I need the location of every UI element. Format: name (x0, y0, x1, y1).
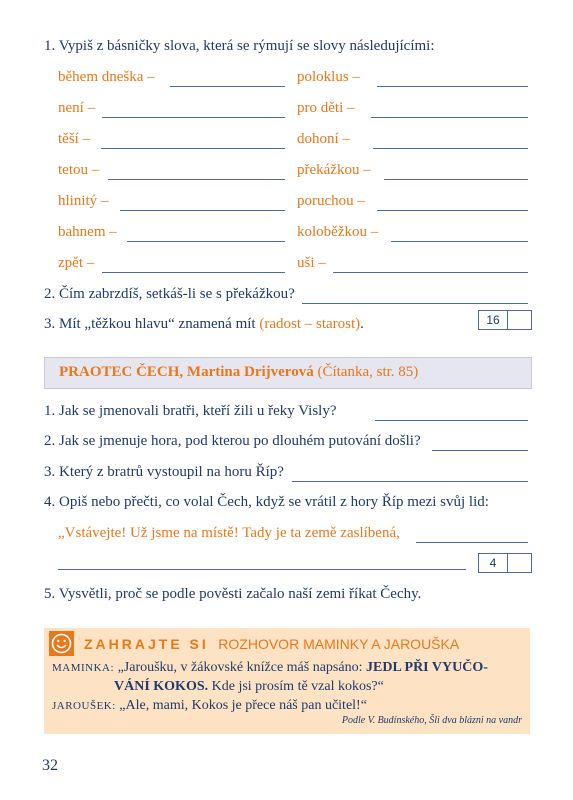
line1a: „Jaroušku, v žákovské knížce máš napsáno: (117, 660, 366, 675)
rhyme-right-4: překážkou – (297, 162, 371, 178)
source-credit: Podle V. Budínského, Šli dva blázni na vandr (341, 715, 522, 726)
banner-title: PRAOTEC ČECH, Martina Drijverová (59, 364, 314, 380)
answer-line[interactable] (371, 117, 528, 118)
score-max: 4 (479, 554, 508, 572)
answer-line[interactable] (292, 481, 528, 482)
answer-line[interactable] (120, 210, 285, 211)
answer-line[interactable] (432, 450, 528, 451)
speaker-mother: MAMINKA: (52, 662, 115, 674)
answer-line[interactable] (377, 86, 528, 87)
rhyme-left-5: hlinitý – (58, 193, 109, 209)
banner-text (59, 364, 418, 381)
rhyme-left-6: bahnem – (58, 224, 117, 240)
roleplay-heading (84, 636, 459, 654)
question-5: 5. Vysvětli, proč se podle pověsti začalo naší zemi říkat Čechy. (44, 586, 422, 602)
dialogue-line-1 (52, 660, 488, 676)
exercise2-prompt: 2. Čím zabrzdíš, setkáš-li se s překážkou? (44, 286, 295, 302)
answer-line[interactable] (302, 303, 528, 304)
rhyme-right-5: poruchou – (297, 193, 365, 209)
answer-line[interactable] (384, 179, 528, 180)
rhyme-left-4: tetou – (58, 162, 100, 178)
answer-line[interactable] (375, 420, 528, 421)
heading-spaced: ZAHRAJTE SI (84, 636, 209, 652)
exercise3-end: . (360, 316, 364, 332)
rhyme-right-1: poloklus – (297, 69, 360, 85)
score-box (478, 553, 532, 573)
answer-line[interactable] (416, 542, 528, 543)
rhyme-right-7: uši – (297, 255, 326, 271)
question-4: 4. Opiš nebo přečti, co volal Čech, když se vrátil z hory Říp mezi svůj lid: (44, 494, 489, 510)
exercise3-prompt (44, 316, 364, 333)
quote-text: „Vstávejte! Už jsme na místě! Tady je ta země zaslíbená, (58, 525, 400, 541)
roleplay-box (44, 628, 530, 734)
answer-line[interactable] (127, 241, 285, 242)
answer-line[interactable] (170, 86, 285, 87)
line1b: JEDL PŘI VYUČO- (366, 660, 488, 675)
score-box (478, 310, 532, 330)
answer-line[interactable] (373, 148, 528, 149)
line3: „Ale, mami, Kokos je přece náš pan učitel!“ (119, 698, 367, 713)
answer-line[interactable] (101, 148, 285, 149)
answer-line[interactable] (333, 272, 528, 273)
rhyme-left-2: není – (58, 100, 96, 116)
smiley-icon (49, 631, 74, 656)
rhyme-right-2: pro děti – (297, 100, 355, 116)
answer-line[interactable] (391, 241, 528, 242)
line2b: Kde jsi prosím tě vzal kokos?“ (208, 679, 384, 694)
reading-banner (44, 357, 532, 389)
banner-source: (Čítanka, str. 85) (317, 364, 419, 380)
dialogue-line-2 (114, 679, 384, 695)
rhyme-left-7: zpět – (58, 255, 95, 271)
answer-line[interactable] (108, 179, 285, 180)
answer-line[interactable] (102, 272, 285, 273)
rhyme-left-3: těší – (58, 131, 91, 147)
exercise1-prompt: 1. Vypiš z básničky slova, která se rýmují se slovy následujícími: (44, 38, 435, 54)
score-max: 16 (479, 311, 508, 329)
exercise3-choices[interactable]: (radost – starost) (259, 316, 361, 332)
question-1: 1. Jak se jmenovali bratři, kteří žili u řeky Visly? (44, 403, 337, 419)
question-2: 2. Jak se jmenuje hora, pod kterou po dlouhém putování došli? (44, 433, 421, 449)
rhyme-left-1: během dneška – (58, 69, 155, 85)
rhyme-right-3: dohoní – (297, 131, 350, 147)
heading-rest: ROZHOVOR MAMINKY A JAROUŠKA (218, 636, 460, 652)
speaker-son: JAROUŠEK: (52, 700, 116, 712)
page-number: 32 (42, 757, 58, 774)
line2a: VÁNÍ KOKOS. (114, 679, 209, 694)
answer-line[interactable] (377, 210, 528, 211)
question-3: 3. Který z bratrů vystoupil na horu Říp? (44, 464, 284, 480)
answer-line[interactable] (102, 117, 285, 118)
exercise3-text: 3. Mít „těžkou hlavu“ znamená mít (44, 316, 260, 332)
rhyme-right-6: koloběžkou – (297, 224, 379, 240)
dialogue-line-3 (52, 698, 367, 714)
answer-line[interactable] (58, 569, 466, 570)
